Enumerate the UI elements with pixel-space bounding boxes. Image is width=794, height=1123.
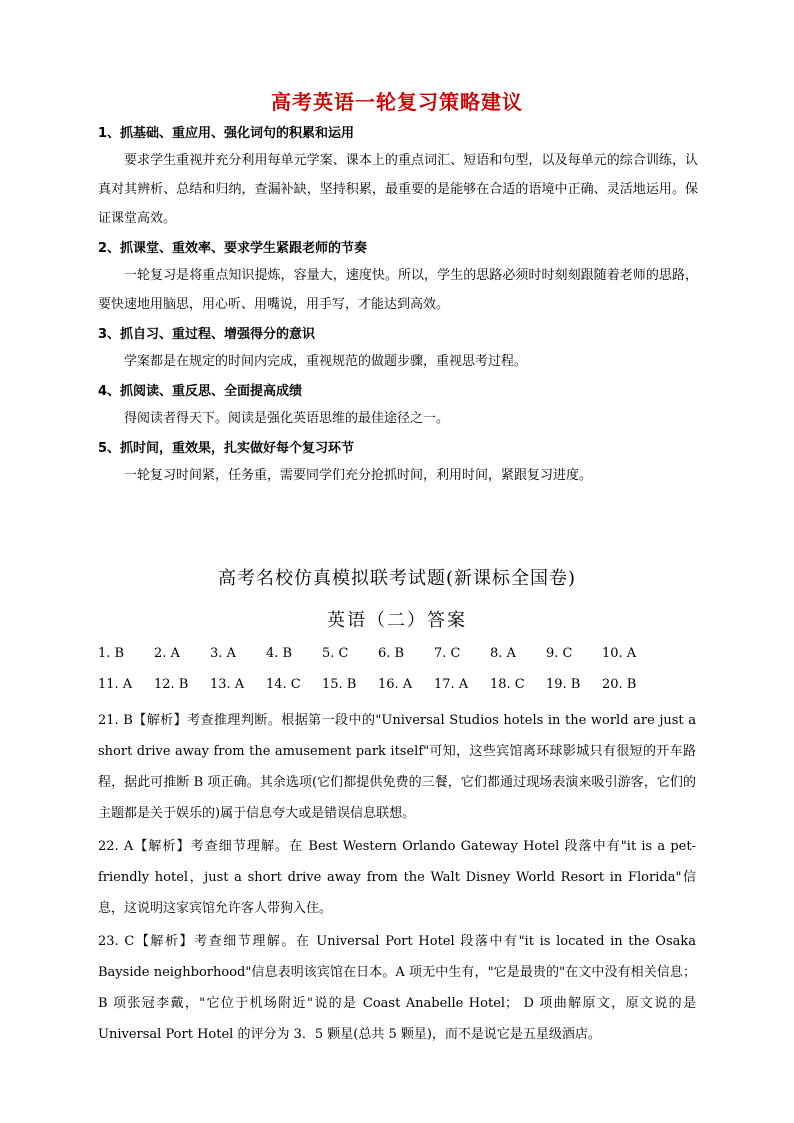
tip-section [98, 439, 698, 490]
tip-section [98, 382, 698, 433]
tip-body: 一轮复习时间紧，任务重，需要同学们充分抢抓时间，利用时间，紧跟复习进度。 [124, 468, 593, 483]
tip-heading: 3、抓自习、重过程、增强得分的意识 [98, 327, 316, 342]
answer-item: 20. B [602, 677, 637, 692]
tip-body: 要求学生重视并充分利用每单元学案、课本上的重点词汇、短语和句型，以及每单元的综合训练，认真对其辨析、总结和归纳，查漏补缺，坚持积累，最重要的是能够在合适的语境中正确、灵活地运用。保证课堂高效。 [98, 153, 698, 226]
explanation-paragraph: 22. A【解析】考查细节理解。在 Best Western Orlando Gateway Hotel 段落中有"it is a pet-friendly hotel，just a short drive away from the Walt Disney World Resort in Florida"信息，这说明这家宾馆允许客人带狗入住。 [98, 839, 696, 916]
tip-heading: 2、抓课堂、重效率、要求学生紧跟老师的节奏 [98, 241, 368, 256]
answer-item: 17. A [434, 677, 469, 692]
answer-explanations [98, 705, 696, 1052]
exam-title: 高考名校仿真模拟联考试题(新课标全国卷) [217, 568, 577, 589]
tip-section [98, 124, 698, 233]
answer-key-title: 英语（二）答案 [327, 610, 467, 631]
tip-heading: 5、抓时间，重效果，扎实做好每个复习环节 [98, 441, 355, 456]
tip-body: 学案都是在规定的时间内完成，重视规范的做题步骤，重视思考过程。 [124, 354, 528, 369]
answer-item: 10. A [602, 646, 637, 661]
answer-item: 7. C [434, 646, 461, 661]
tip-body: 一轮复习是将重点知识提炼，容量大，速度快。所以，学生的思路必须时时刻刻跟随着老师的思路，要快速地用脑思，用心听、用嘴说，用手写，才能达到高效。 [98, 268, 698, 312]
tip-section [98, 239, 698, 319]
tip-heading: 1、抓基础、重应用、强化词句的积累和运用 [98, 126, 355, 141]
tip-heading: 4、抓阅读、重反思、全面提高成绩 [98, 384, 303, 399]
answer-item: 11. A [98, 677, 133, 692]
answer-row [98, 675, 698, 706]
explanation-paragraph: 23. C【解析】考查细节理解。在 Universal Port Hotel 段落中有"it is located in the Osaka Bayside neighborhood"信息表明该宾馆在日本。A 项无中生有，"它是最贵的"在文中没有相关信息；B 项张冠李戴，"它位于机场附近"说的是 Coast Anabelle Hotel； D 项曲解原文，原文说的是 Universal Port Hotel 的评分为 3．5 颗星(总共 5 颗星)，而不是说它是五星级酒店。 [98, 934, 696, 1042]
answer-item: 19. B [546, 677, 581, 692]
answer-item: 6. B [378, 646, 405, 661]
answer-row [98, 644, 698, 675]
answer-item: 4. B [266, 646, 293, 661]
page-title: 高考英语一轮复习策略建议 [271, 90, 523, 114]
answer-item: 16. A [378, 677, 413, 692]
answer-item: 5. C [322, 646, 349, 661]
answer-item: 13. A [210, 677, 245, 692]
answer-item: 2. A [154, 646, 180, 661]
explanation-paragraph: 21. B【解析】考查推理判断。根据第一段中的"Universal Studios hotels in the world are just a short drive away from the amusement park itself"可知，这些宾馆离环球影城只有很短的开车路程，据此可推断 B 项正确。其余选项(它们都提供免费的三餐，它们都通过现场表演来吸引游客，它们的主题都是关于娱乐的)属于信息夸大或是错误信息联想。 [98, 713, 696, 821]
answer-item: 18. C [490, 677, 525, 692]
tip-body: 得阅读者得天下。阅读是强化英语思维的最佳途径之一。 [124, 411, 450, 426]
tip-section [98, 325, 698, 376]
answer-item: 14. C [266, 677, 301, 692]
answer-item: 1. B [98, 646, 125, 661]
answer-item: 12. B [154, 677, 189, 692]
answer-item: 8. A [490, 646, 516, 661]
answer-key [98, 644, 698, 706]
answer-item: 15. B [322, 677, 357, 692]
answer-item: 9. C [546, 646, 573, 661]
answer-item: 3. A [210, 646, 236, 661]
strategy-tips [98, 124, 698, 496]
